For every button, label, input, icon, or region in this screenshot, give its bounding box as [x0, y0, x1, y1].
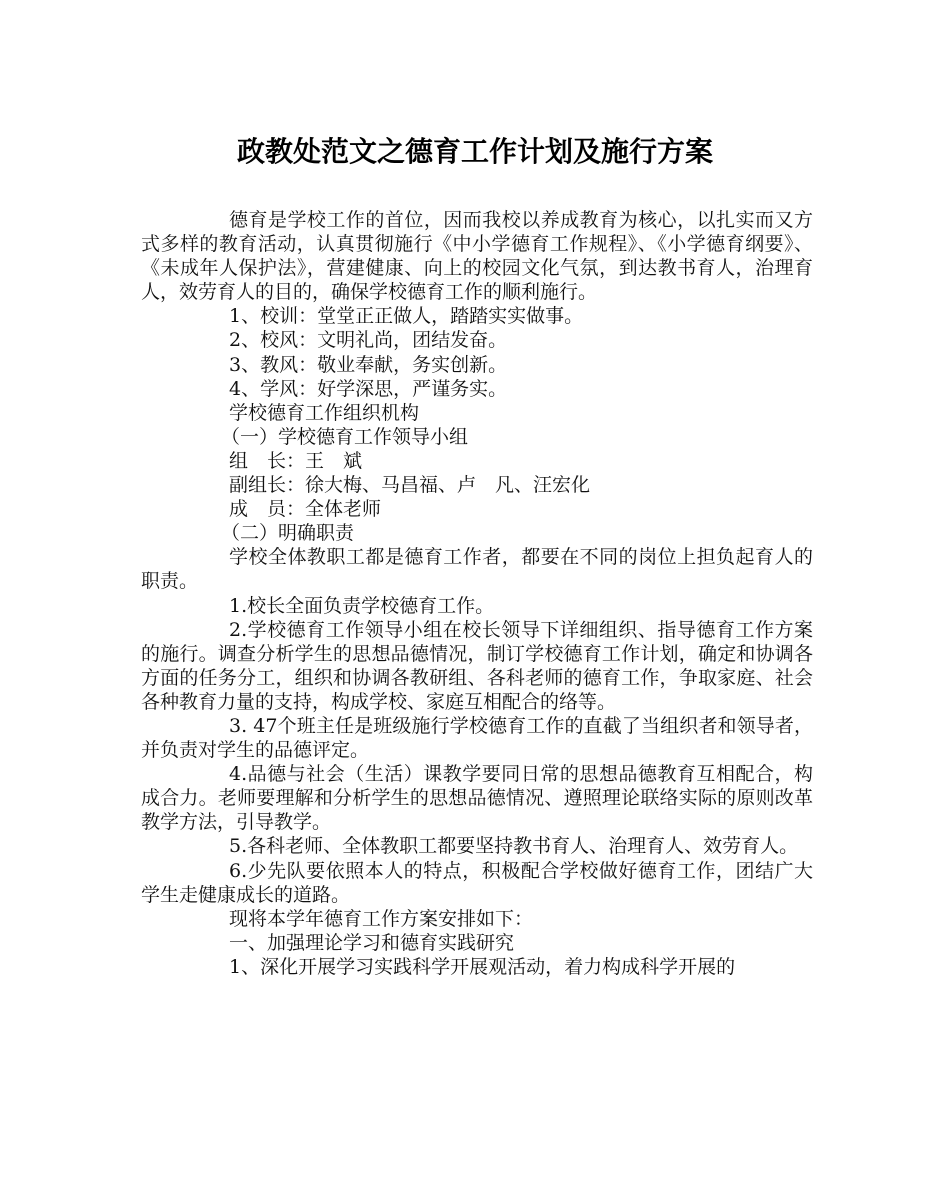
duty-item-6: 6.少先队要依照本人的特点，积极配合学校做好德育工作，团结广大学生走健康成长的道路。	[141, 859, 813, 906]
subsection-heading-duties: （二）明确职责	[221, 522, 355, 545]
group-leader-line: 组 长：王 斌	[229, 449, 363, 472]
duty-item-2: 2.学校德育工作领导小组在校长领导下详细组织、指导德育工作方案的施行。调查分析学生的思想品德情况，制订学校德育工作计划，确定和协调各方面的任务分工，组织和协调各教研组、各科老师的德育工作，争取家庭、社会各种教育力量的支持，构成学校、家庭互相配合的络等。	[141, 618, 813, 713]
duties-paragraph: 学校全体教职工都是德育工作者，都要在不同的岗位上担负起育人的职责。	[141, 546, 813, 593]
duty-item-4: 4.品德与社会（生活）课教学要同日常的思想品德教育互相配合，构成合力。老师要理解和分析学生的思想品德情况、遵照理论联络实际的原则改革教学方法，引导教学。	[141, 763, 813, 834]
document-title: 政教处范文之德育工作计划及施行方案	[236, 135, 713, 168]
plan-item-1: 1、深化开展学习实践科学开展观活动，着力构成科学开展的	[229, 955, 736, 978]
school-style-item: 2、校风：文明礼尚，团结发奋。	[229, 329, 508, 352]
teaching-style-item: 3、教风：敬业奉献，务实创新。	[229, 353, 508, 376]
duty-item-3: 3. 47个班主任是班级施行学校德育工作的直截了当组织者和领导者，并负责对学生的品德评定。	[141, 714, 813, 762]
deputy-leaders-line: 副组长：徐大梅、马昌福、卢 凡、汪宏化	[229, 474, 591, 497]
plan-intro-line: 现将本学年德育工作方案安排如下：	[229, 907, 534, 930]
intro-paragraph: 德育是学校工作的首位，因而我校以养成教育为核心，以扎实而又方式多样的教育活动，认真贯彻施行《中小学德育工作规程》、《小学德育纲要》、《未成年人保护法》，营建健康、向上的校园文化气氛，到达教书育人，治理育人，效劳育人的目的，确保学校德育工作的顺利施行。	[141, 209, 813, 304]
section-heading-theory-study: 一、加强理论学习和德育实践研究	[229, 931, 515, 954]
school-motto-item: 1、校训：堂堂正正做人，踏踏实实做事。	[229, 305, 584, 328]
subsection-heading-leadership-group: （一）学校德育工作领导小组	[221, 425, 469, 448]
document-body	[141, 208, 813, 979]
members-line: 成 员：全体老师	[229, 498, 382, 521]
duty-item-5: 5.各科老师、全体教职工都要坚持教书育人、治理育人、效劳育人。	[229, 835, 799, 858]
duty-item-1: 1.校长全面负责学校德育工作。	[229, 594, 495, 617]
study-style-item: 4、学风：好学深思，严谨务实。	[229, 377, 508, 400]
section-heading-organization: 学校德育工作组织机构	[229, 401, 420, 424]
